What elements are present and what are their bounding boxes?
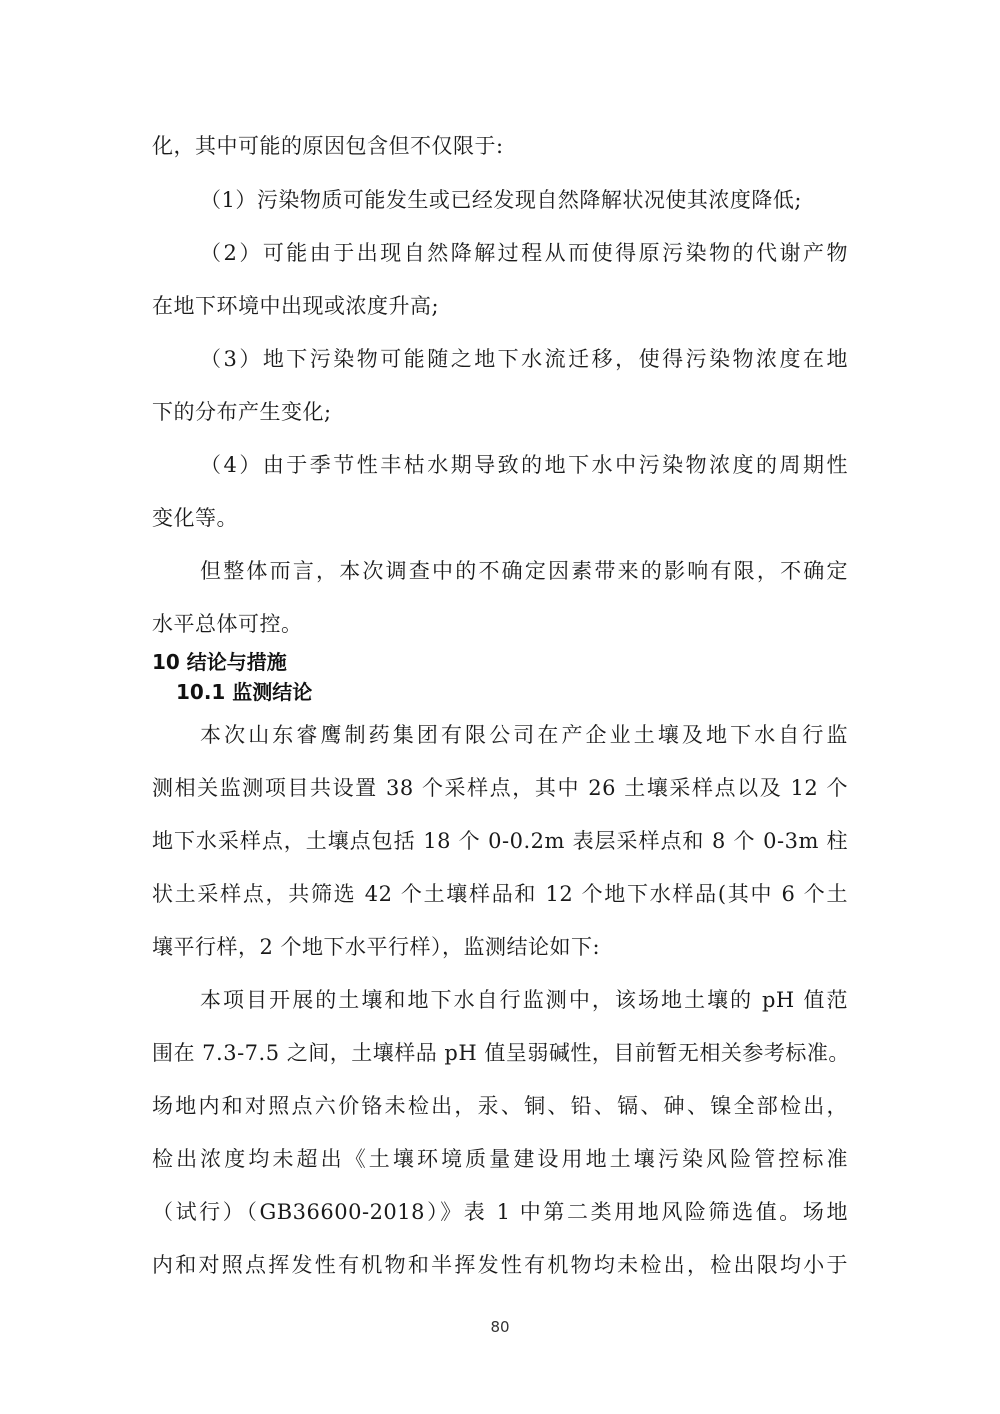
item-3-line-2: 下的分布产生变化; <box>152 400 332 424</box>
conclusion-p2-line-5: （试行）（GB36600-2018）》表 1 中第二类用地风险筛选值。场地 <box>152 1200 848 1224</box>
conclusion-p2-line-6: 内和对照点挥发性有机物和半挥发性有机物均未检出，检出限均小于 <box>152 1253 848 1277</box>
conclusion-p2-line-4: 检出浓度均未超出《土壤环境质量建设用地土壤污染风险管控标准 <box>152 1147 848 1171</box>
section-10-heading: 10 结论与措施 <box>152 650 287 674</box>
item-2-line-1: （2）可能由于出现自然降解过程从而使得原污染物的代谢产物 <box>200 241 848 265</box>
item-4-line-1: （4）由于季节性丰枯水期导致的地下水中污染物浓度的周期性 <box>200 453 848 477</box>
conclusion-p1-line-4: 状土采样点，共筛选 42 个土壤样品和 12 个地下水样品(其中 6 个土 <box>152 882 848 906</box>
conclusion-p1-line-2: 测相关监测项目共设置 38 个采样点，其中 26 土壤采样点以及 12 个 <box>152 776 848 800</box>
conclusion-p1-line-3: 地下水采样点，土壤点包括 18 个 0-0.2m 表层采样点和 8 个 0-3m 柱 <box>152 829 848 853</box>
summary-line-1: 但整体而言，本次调查中的不确定因素带来的影响有限，不确定 <box>200 559 848 583</box>
conclusion-p2-line-1: 本项目开展的土壤和地下水自行监测中，该场地土壤的 pH 值范 <box>200 988 848 1012</box>
section-10-1-heading: 10.1 监测结论 <box>176 680 313 704</box>
summary-line-2: 水平总体可控。 <box>152 612 303 636</box>
item-3-line-1: （3）地下污染物可能随之地下水流迁移，使得污染物浓度在地 <box>200 347 848 371</box>
conclusion-p1-line-5: 壤平行样，2 个地下水平行样），监测结论如下: <box>152 935 601 959</box>
item-2-line-2: 在地下环境中出现或浓度升高; <box>152 294 440 318</box>
conclusion-p2-line-3: 场地内和对照点六价铬未检出，汞、铜、铅、镉、砷、镍全部检出， <box>152 1094 848 1118</box>
conclusion-p2-line-2: 围在 7.3-7.5 之间，土壤样品 pH 值呈弱碱性，目前暂无相关参考标准。 <box>152 1041 850 1065</box>
intro-line-1: 化，其中可能的原因包含但不仅限于: <box>152 134 504 158</box>
item-1-line: （1）污染物质可能发生或已经发现自然降解状况使其浓度降低; <box>200 188 802 212</box>
item-4-line-2: 变化等。 <box>152 506 238 530</box>
conclusion-p1-line-1: 本次山东睿鹰制药集团有限公司在产企业土壤及地下水自行监 <box>200 723 848 747</box>
page-number: 80 <box>490 1318 510 1336</box>
